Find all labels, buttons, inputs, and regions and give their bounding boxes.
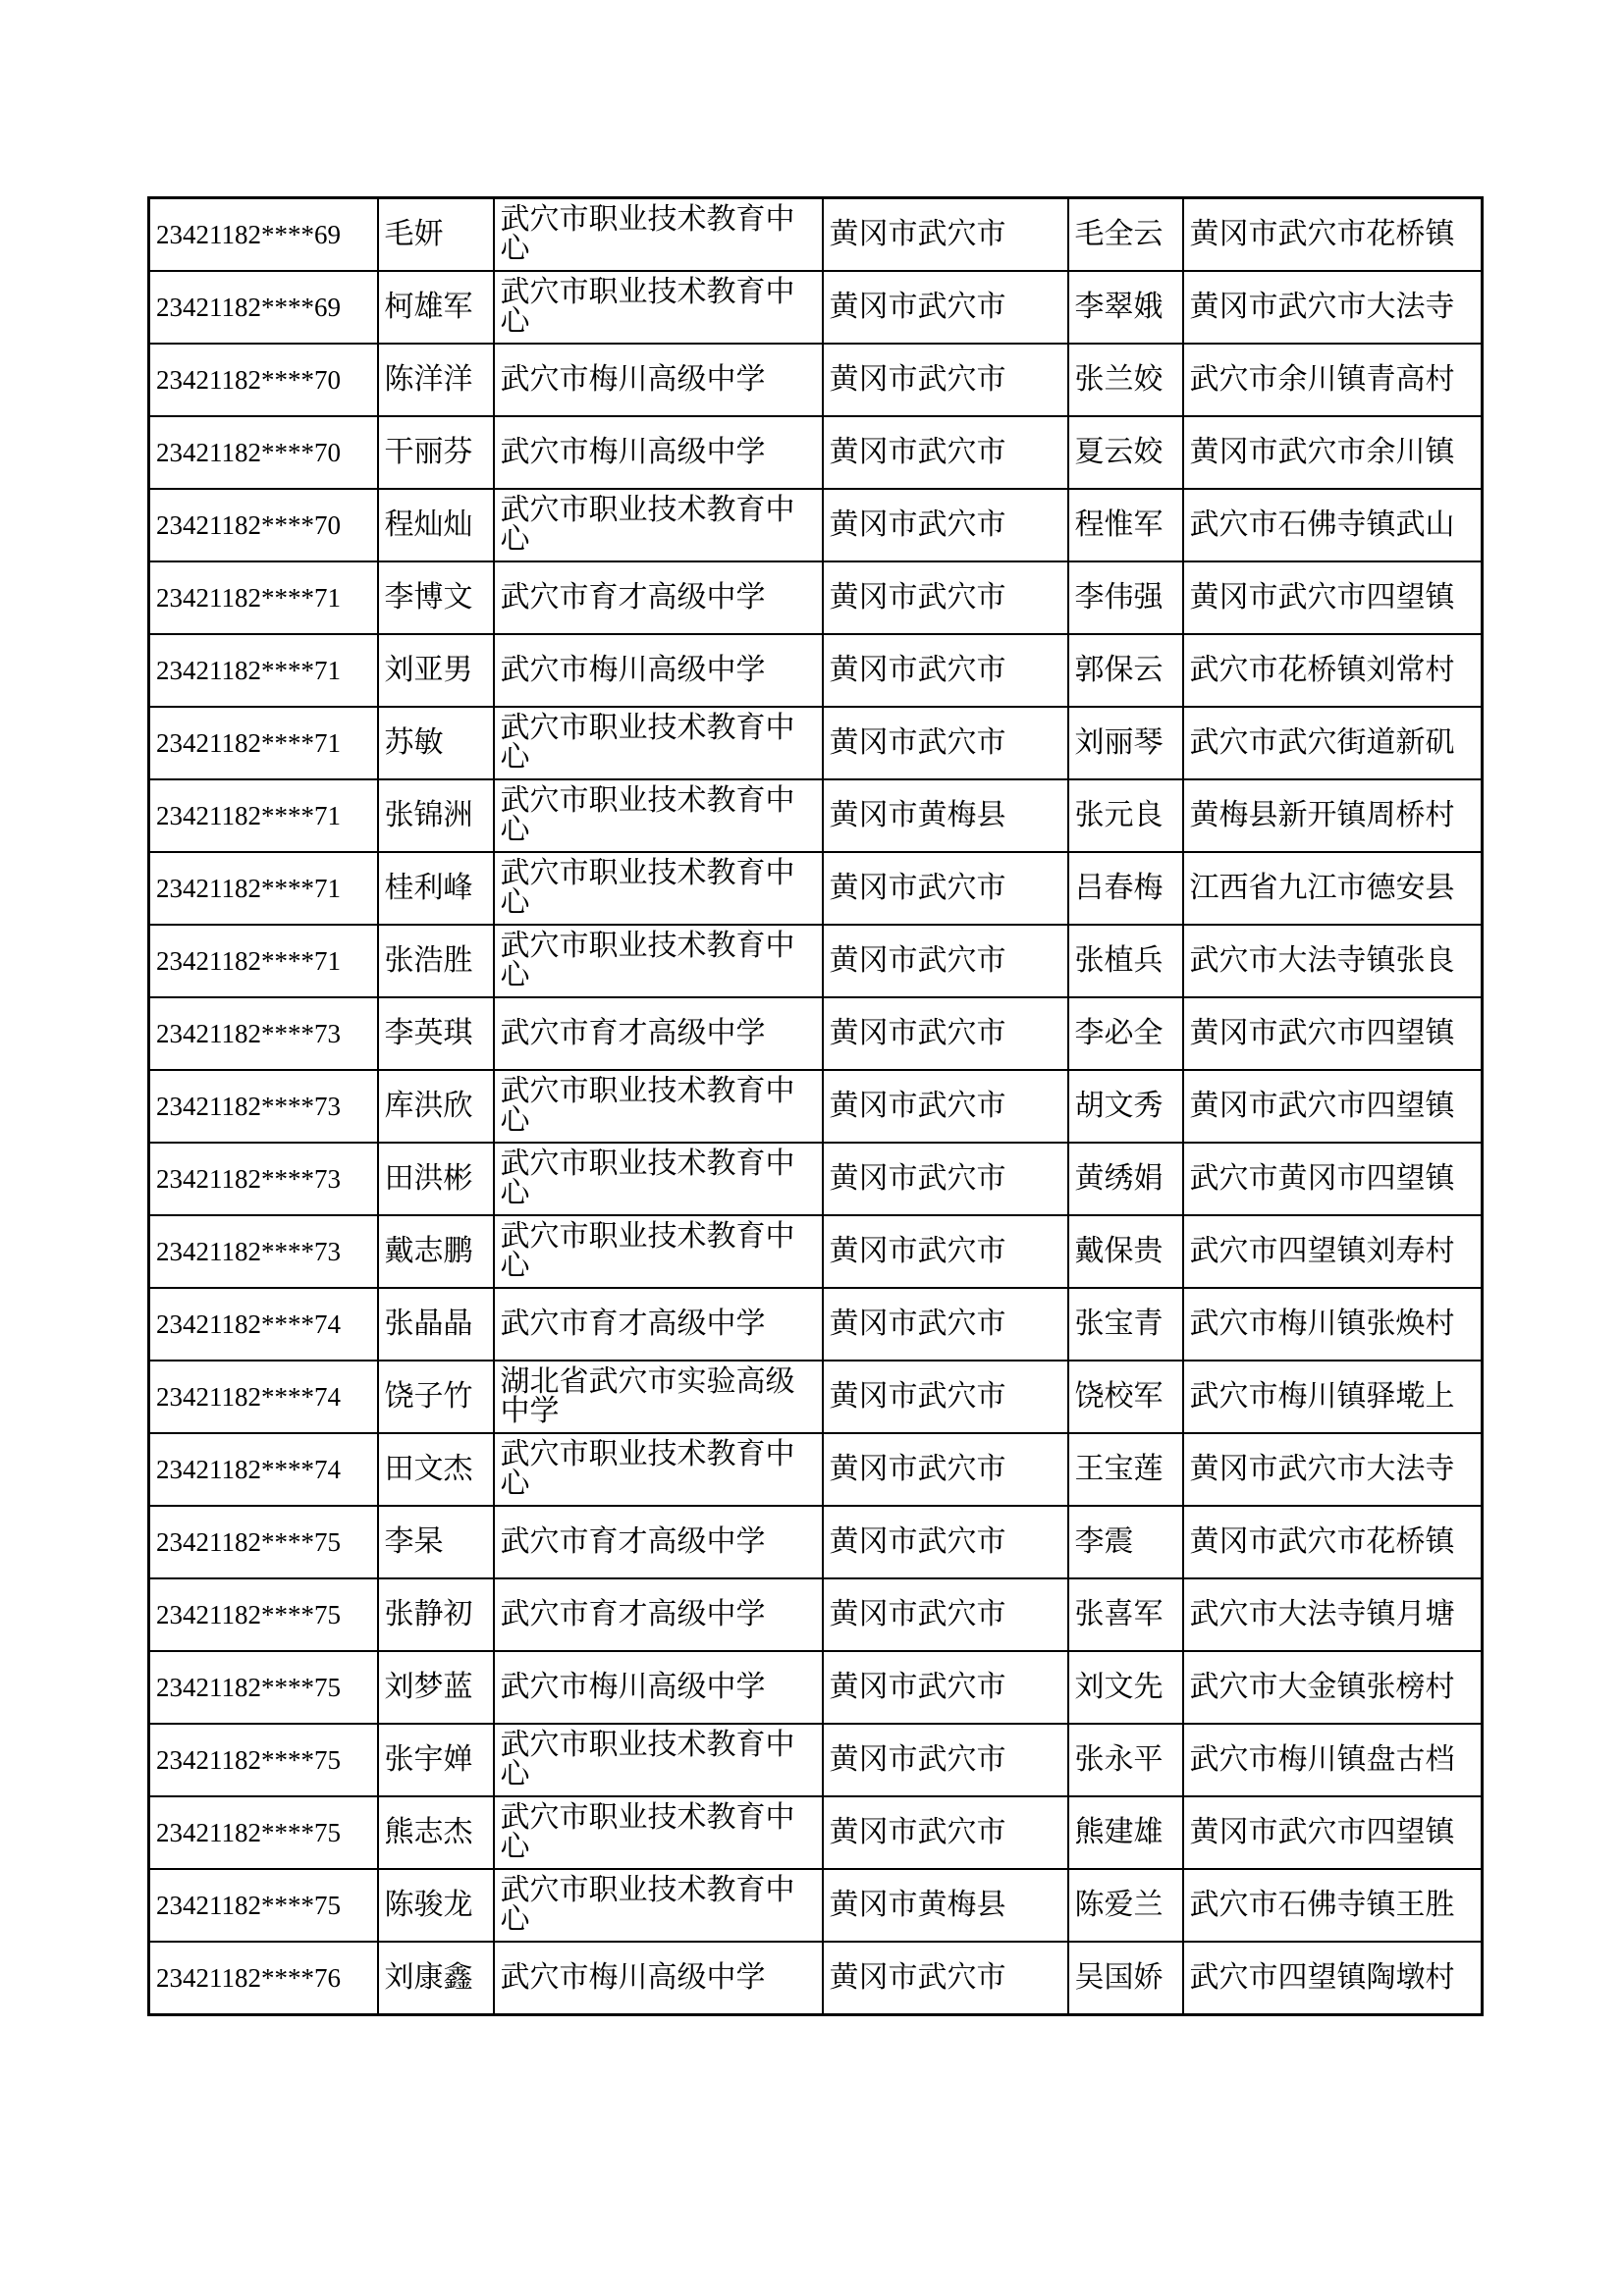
- school-cell: 武穴市育才高级中学: [494, 1578, 823, 1651]
- school-cell: 武穴市梅川高级中学: [494, 1651, 823, 1724]
- student-id-cell: 23421182****70: [149, 416, 378, 489]
- address-cell: 黄梅县新开镇周桥村: [1183, 779, 1483, 852]
- student-id-cell: 23421182****75: [149, 1796, 378, 1869]
- school-cell: 武穴市职业技术教育中心: [494, 707, 823, 779]
- student-name-cell: 库洪欣: [378, 1070, 494, 1143]
- student-id-cell: 23421182****73: [149, 1215, 378, 1288]
- address-cell: 武穴市石佛寺镇王胜: [1183, 1869, 1483, 1942]
- school-cell: 湖北省武穴市实验高级中学: [494, 1361, 823, 1433]
- region-cell: 黄冈市武穴市: [823, 271, 1068, 344]
- table-row: [149, 1506, 1483, 1578]
- table-row: [149, 198, 1483, 272]
- guardian-name-cell: 胡文秀: [1068, 1070, 1183, 1143]
- guardian-name-cell: 黄绣娟: [1068, 1143, 1183, 1215]
- table-row: [149, 1796, 1483, 1869]
- region-cell: 黄冈市武穴市: [823, 1578, 1068, 1651]
- school-cell: 武穴市育才高级中学: [494, 1288, 823, 1361]
- table-row: [149, 1724, 1483, 1796]
- table-row: [149, 1433, 1483, 1506]
- student-id-cell: 23421182****70: [149, 489, 378, 561]
- region-cell: 黄冈市武穴市: [823, 997, 1068, 1070]
- student-name-cell: 苏敏: [378, 707, 494, 779]
- student-name-cell: 毛妍: [378, 198, 494, 272]
- table-row: [149, 852, 1483, 925]
- student-name-cell: 柯雄军: [378, 271, 494, 344]
- region-cell: 黄冈市武穴市: [823, 1506, 1068, 1578]
- school-cell: 武穴市育才高级中学: [494, 997, 823, 1070]
- guardian-name-cell: 张喜军: [1068, 1578, 1183, 1651]
- school-cell: 武穴市梅川高级中学: [494, 344, 823, 416]
- school-cell: 武穴市职业技术教育中心: [494, 1433, 823, 1506]
- school-cell: 武穴市职业技术教育中心: [494, 489, 823, 561]
- student-name-cell: 饶子竹: [378, 1361, 494, 1433]
- roster-table: [147, 196, 1484, 2016]
- table-row: [149, 1651, 1483, 1724]
- table-row: [149, 416, 1483, 489]
- student-id-cell: 23421182****74: [149, 1288, 378, 1361]
- guardian-name-cell: 吕春梅: [1068, 852, 1183, 925]
- student-id-cell: 23421182****75: [149, 1578, 378, 1651]
- region-cell: 黄冈市武穴市: [823, 1070, 1068, 1143]
- student-id-cell: 23421182****71: [149, 707, 378, 779]
- student-name-cell: 李博文: [378, 561, 494, 634]
- region-cell: 黄冈市武穴市: [823, 416, 1068, 489]
- school-cell: 武穴市职业技术教育中心: [494, 852, 823, 925]
- guardian-name-cell: 熊建雄: [1068, 1796, 1183, 1869]
- address-cell: 黄冈市武穴市花桥镇: [1183, 1506, 1483, 1578]
- region-cell: 黄冈市武穴市: [823, 1433, 1068, 1506]
- school-cell: 武穴市梅川高级中学: [494, 634, 823, 707]
- table-row: [149, 925, 1483, 997]
- table-row: [149, 1288, 1483, 1361]
- table-row: [149, 344, 1483, 416]
- guardian-name-cell: 李伟强: [1068, 561, 1183, 634]
- school-cell: 武穴市职业技术教育中心: [494, 198, 823, 272]
- table-row: [149, 1070, 1483, 1143]
- guardian-name-cell: 张元良: [1068, 779, 1183, 852]
- region-cell: 黄冈市武穴市: [823, 1143, 1068, 1215]
- guardian-name-cell: 刘丽琴: [1068, 707, 1183, 779]
- student-name-cell: 张浩胜: [378, 925, 494, 997]
- address-cell: 武穴市大金镇张榜村: [1183, 1651, 1483, 1724]
- guardian-name-cell: 夏云姣: [1068, 416, 1183, 489]
- address-cell: 武穴市梅川镇盘古档: [1183, 1724, 1483, 1796]
- student-id-cell: 23421182****71: [149, 779, 378, 852]
- student-id-cell: 23421182****69: [149, 271, 378, 344]
- student-id-cell: 23421182****71: [149, 634, 378, 707]
- student-id-cell: 23421182****70: [149, 344, 378, 416]
- table-row: [149, 1361, 1483, 1433]
- address-cell: 黄冈市武穴市四望镇: [1183, 1796, 1483, 1869]
- guardian-name-cell: 张宝青: [1068, 1288, 1183, 1361]
- address-cell: 武穴市大法寺镇张良: [1183, 925, 1483, 997]
- school-cell: 武穴市职业技术教育中心: [494, 1724, 823, 1796]
- guardian-name-cell: 饶校军: [1068, 1361, 1183, 1433]
- school-cell: 武穴市梅川高级中学: [494, 1942, 823, 2015]
- student-id-cell: 23421182****74: [149, 1433, 378, 1506]
- student-name-cell: 田文杰: [378, 1433, 494, 1506]
- table-row: [149, 561, 1483, 634]
- guardian-name-cell: 李震: [1068, 1506, 1183, 1578]
- address-cell: 黄冈市武穴市余川镇: [1183, 416, 1483, 489]
- table-row: [149, 707, 1483, 779]
- school-cell: 武穴市职业技术教育中心: [494, 1215, 823, 1288]
- school-cell: 武穴市梅川高级中学: [494, 416, 823, 489]
- region-cell: 黄冈市武穴市: [823, 707, 1068, 779]
- student-name-cell: 张晶晶: [378, 1288, 494, 1361]
- student-id-cell: 23421182****76: [149, 1942, 378, 2015]
- address-cell: 黄冈市武穴市大法寺: [1183, 271, 1483, 344]
- guardian-name-cell: 吴国娇: [1068, 1942, 1183, 2015]
- student-id-cell: 23421182****69: [149, 198, 378, 272]
- table-row: [149, 1578, 1483, 1651]
- student-name-cell: 田洪彬: [378, 1143, 494, 1215]
- school-cell: 武穴市职业技术教育中心: [494, 779, 823, 852]
- student-id-cell: 23421182****75: [149, 1869, 378, 1942]
- region-cell: 黄冈市武穴市: [823, 1724, 1068, 1796]
- student-name-cell: 李英琪: [378, 997, 494, 1070]
- guardian-name-cell: 陈爱兰: [1068, 1869, 1183, 1942]
- address-cell: 武穴市梅川镇张焕村: [1183, 1288, 1483, 1361]
- guardian-name-cell: 张永平: [1068, 1724, 1183, 1796]
- student-id-cell: 23421182****75: [149, 1506, 378, 1578]
- table-row: [149, 1869, 1483, 1942]
- roster-body: [149, 198, 1483, 2015]
- address-cell: 黄冈市武穴市四望镇: [1183, 561, 1483, 634]
- address-cell: 武穴市大法寺镇月塘: [1183, 1578, 1483, 1651]
- table-row: [149, 1143, 1483, 1215]
- student-name-cell: 熊志杰: [378, 1796, 494, 1869]
- region-cell: 黄冈市武穴市: [823, 1215, 1068, 1288]
- region-cell: 黄冈市武穴市: [823, 198, 1068, 272]
- guardian-name-cell: 毛全云: [1068, 198, 1183, 272]
- table-row: [149, 634, 1483, 707]
- student-name-cell: 李杲: [378, 1506, 494, 1578]
- student-name-cell: 陈骏龙: [378, 1869, 494, 1942]
- address-cell: 黄冈市武穴市花桥镇: [1183, 198, 1483, 272]
- region-cell: 黄冈市武穴市: [823, 344, 1068, 416]
- student-name-cell: 刘康鑫: [378, 1942, 494, 2015]
- region-cell: 黄冈市武穴市: [823, 1361, 1068, 1433]
- region-cell: 黄冈市武穴市: [823, 1796, 1068, 1869]
- guardian-name-cell: 李必全: [1068, 997, 1183, 1070]
- school-cell: 武穴市职业技术教育中心: [494, 271, 823, 344]
- table-row: [149, 489, 1483, 561]
- region-cell: 黄冈市武穴市: [823, 1651, 1068, 1724]
- region-cell: 黄冈市武穴市: [823, 561, 1068, 634]
- school-cell: 武穴市职业技术教育中心: [494, 1796, 823, 1869]
- address-cell: 江西省九江市德安县: [1183, 852, 1483, 925]
- student-name-cell: 戴志鹏: [378, 1215, 494, 1288]
- region-cell: 黄冈市武穴市: [823, 1942, 1068, 2015]
- student-id-cell: 23421182****75: [149, 1724, 378, 1796]
- student-id-cell: 23421182****73: [149, 997, 378, 1070]
- school-cell: 武穴市职业技术教育中心: [494, 925, 823, 997]
- address-cell: 黄冈市武穴市四望镇: [1183, 997, 1483, 1070]
- region-cell: 黄冈市武穴市: [823, 489, 1068, 561]
- region-cell: 黄冈市武穴市: [823, 1288, 1068, 1361]
- address-cell: 武穴市花桥镇刘常村: [1183, 634, 1483, 707]
- address-cell: 武穴市余川镇青高村: [1183, 344, 1483, 416]
- guardian-name-cell: 王宝莲: [1068, 1433, 1183, 1506]
- guardian-name-cell: 程惟军: [1068, 489, 1183, 561]
- student-id-cell: 23421182****71: [149, 561, 378, 634]
- student-name-cell: 刘梦蓝: [378, 1651, 494, 1724]
- student-name-cell: 陈洋洋: [378, 344, 494, 416]
- school-cell: 武穴市育才高级中学: [494, 561, 823, 634]
- address-cell: 武穴市梅川镇驿墘上: [1183, 1361, 1483, 1433]
- address-cell: 武穴市黄冈市四望镇: [1183, 1143, 1483, 1215]
- guardian-name-cell: 李翠娥: [1068, 271, 1183, 344]
- table-row: [149, 779, 1483, 852]
- region-cell: 黄冈市黄梅县: [823, 779, 1068, 852]
- address-cell: 黄冈市武穴市四望镇: [1183, 1070, 1483, 1143]
- student-id-cell: 23421182****71: [149, 925, 378, 997]
- guardian-name-cell: 张兰姣: [1068, 344, 1183, 416]
- guardian-name-cell: 郭保云: [1068, 634, 1183, 707]
- student-name-cell: 干丽芬: [378, 416, 494, 489]
- student-id-cell: 23421182****75: [149, 1651, 378, 1724]
- address-cell: 武穴市四望镇陶墩村: [1183, 1942, 1483, 2015]
- table-row: [149, 271, 1483, 344]
- school-cell: 武穴市育才高级中学: [494, 1506, 823, 1578]
- guardian-name-cell: 戴保贵: [1068, 1215, 1183, 1288]
- school-cell: 武穴市职业技术教育中心: [494, 1143, 823, 1215]
- student-name-cell: 张锦洲: [378, 779, 494, 852]
- school-cell: 武穴市职业技术教育中心: [494, 1070, 823, 1143]
- table-row: [149, 997, 1483, 1070]
- address-cell: 武穴市石佛寺镇武山: [1183, 489, 1483, 561]
- school-cell: 武穴市职业技术教育中心: [494, 1869, 823, 1942]
- address-cell: 武穴市武穴街道新矶: [1183, 707, 1483, 779]
- student-id-cell: 23421182****74: [149, 1361, 378, 1433]
- student-name-cell: 张静初: [378, 1578, 494, 1651]
- address-cell: 黄冈市武穴市大法寺: [1183, 1433, 1483, 1506]
- region-cell: 黄冈市武穴市: [823, 634, 1068, 707]
- guardian-name-cell: 张植兵: [1068, 925, 1183, 997]
- student-name-cell: 桂利峰: [378, 852, 494, 925]
- table-row: [149, 1215, 1483, 1288]
- address-cell: 武穴市四望镇刘寿村: [1183, 1215, 1483, 1288]
- student-name-cell: 刘亚男: [378, 634, 494, 707]
- student-id-cell: 23421182****71: [149, 852, 378, 925]
- region-cell: 黄冈市武穴市: [823, 925, 1068, 997]
- student-name-cell: 程灿灿: [378, 489, 494, 561]
- region-cell: 黄冈市武穴市: [823, 852, 1068, 925]
- student-id-cell: 23421182****73: [149, 1143, 378, 1215]
- guardian-name-cell: 刘文先: [1068, 1651, 1183, 1724]
- student-name-cell: 张宇婵: [378, 1724, 494, 1796]
- region-cell: 黄冈市黄梅县: [823, 1869, 1068, 1942]
- student-id-cell: 23421182****73: [149, 1070, 378, 1143]
- table-row: [149, 1942, 1483, 2015]
